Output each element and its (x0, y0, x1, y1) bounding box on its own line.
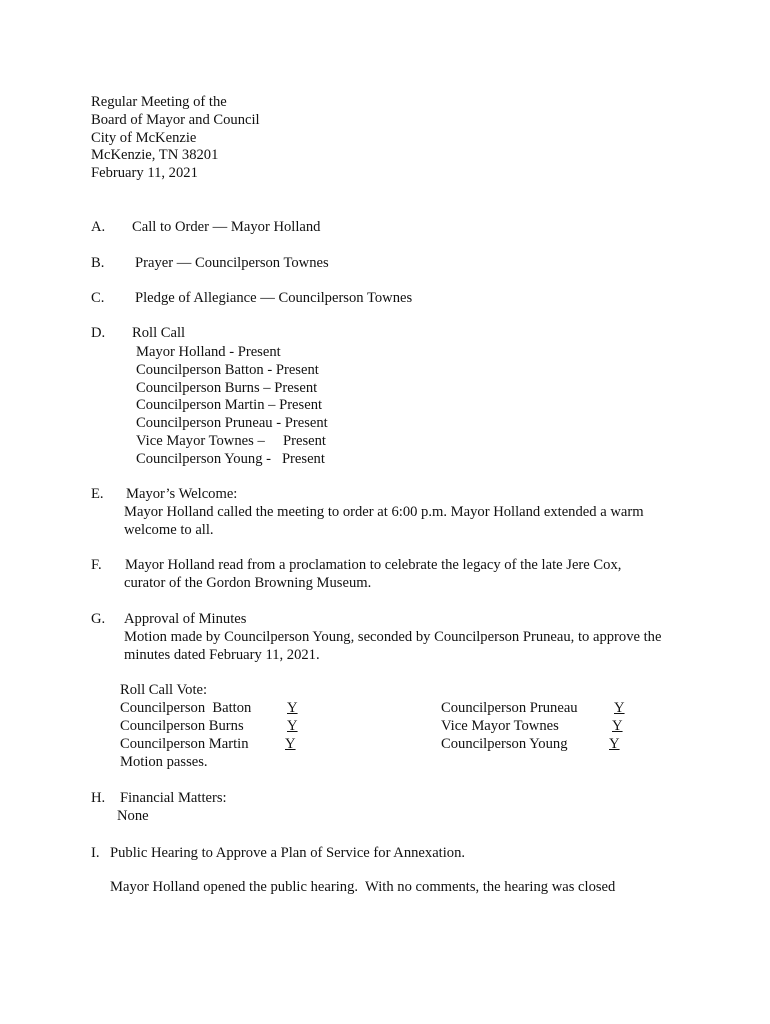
section-b-text: Prayer — Councilperson Townes (135, 255, 329, 271)
section-letter: F. (91, 557, 102, 573)
vote-name: Councilperson Martin (120, 736, 249, 752)
financial-body: None (117, 808, 149, 824)
section-c-text: Pledge of Allegiance — Councilperson Townes (135, 290, 413, 306)
attendee-line: Councilperson Martin – Present (136, 397, 323, 413)
vote-value: Y (614, 700, 625, 716)
header-line-meeting: Regular Meeting of the (91, 94, 227, 110)
proclamation-line-1: Mayor Holland read from a proclamation to celebrate the legacy of the late Jere Cox, (125, 557, 622, 573)
motion-line-2: minutes dated February 11, 2021. (124, 647, 320, 663)
section-letter: G. (91, 611, 106, 627)
minutes-title: Approval of Minutes (124, 611, 247, 627)
section-letter: E. (91, 486, 104, 502)
attendee-line: Vice Mayor Townes – Present (136, 433, 326, 449)
vote-value: Y (609, 736, 620, 752)
roll-call-title: Roll Call (132, 325, 186, 341)
public-hearing-title: Public Hearing to Approve a Plan of Service for Annexation. (110, 845, 466, 861)
section-a-text: Call to Order — Mayor Holland (132, 219, 321, 235)
vote-name: Councilperson Pruneau (441, 700, 578, 716)
header-line-date: February 11, 2021 (91, 165, 198, 182)
vote-name: Councilperson Young (441, 736, 568, 752)
attendee-line: Mayor Holland - Present (136, 344, 281, 360)
section-letter: A. (91, 219, 106, 235)
section-letter: H. (91, 790, 106, 806)
welcome-line-1: Mayor Holland called the meeting to order at 6:00 p.m. Mayor Holland extended a warm (124, 504, 644, 520)
vote-value: Y (287, 718, 298, 734)
section-letter: I. (91, 845, 100, 861)
section-letter: C. (91, 290, 105, 306)
vote-value: Y (612, 718, 623, 734)
motion-result: Motion passes. (120, 754, 208, 770)
welcome-title: Mayor’s Welcome: (126, 486, 238, 502)
attendee-line: Councilperson Batton - Present (136, 362, 319, 378)
motion-line-1: Motion made by Councilperson Young, seconded by Councilperson Pruneau, to approve the (124, 629, 662, 645)
attendee-line: Councilperson Burns – Present (136, 380, 318, 396)
roll-call-vote-label: Roll Call Vote: (120, 682, 208, 698)
section-letter: D. (91, 325, 106, 341)
vote-value: Y (285, 736, 296, 752)
meeting-header (91, 94, 260, 183)
header-line-city: City of McKenzie (91, 129, 197, 146)
financial-title: Financial Matters: (120, 790, 227, 806)
attendee-line: Councilperson Pruneau - Present (136, 415, 328, 431)
vote-value: Y (287, 700, 298, 716)
header-line-address: McKenzie, TN 38201 (91, 147, 219, 164)
proclamation-line-2: curator of the Gordon Browning Museum. (124, 575, 372, 591)
attendee-line: Councilperson Young - Present (136, 451, 325, 467)
welcome-line-2: welcome to all. (124, 522, 214, 538)
public-hearing-body: Mayor Holland opened the public hearing. With no comments, the hearing was closed (110, 879, 616, 895)
header-line-board: Board of Mayor and Council (91, 111, 260, 128)
vote-name: Vice Mayor Townes (441, 718, 559, 734)
section-letter: B. (91, 255, 105, 271)
vote-name: Councilperson Batton (120, 700, 252, 716)
vote-name: Councilperson Burns (120, 718, 244, 734)
